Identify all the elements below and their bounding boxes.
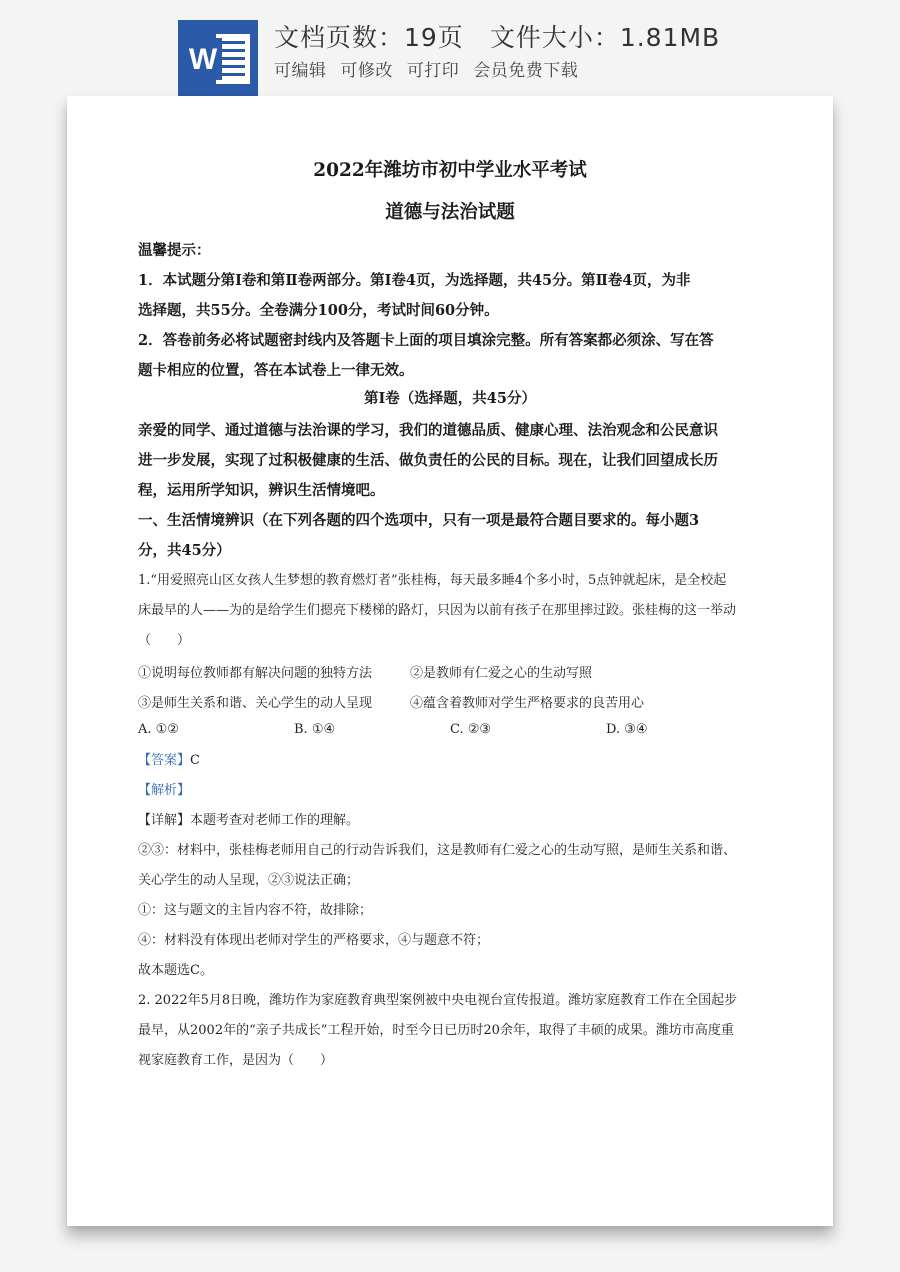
page-count-label: 文档页数：19页 xyxy=(274,23,464,52)
intro-line-3: 程，运用所学知识，辨识生活情境吧。 xyxy=(138,482,385,499)
feature-editable: 可编辑 xyxy=(274,61,327,81)
detail-line-5: ④：材料没有体现出老师对学生的严格要求，④与题意不符； xyxy=(138,933,490,948)
question-1-line-3: （ ） xyxy=(138,633,191,648)
answer-tag: 【答案】 xyxy=(138,753,191,768)
intro-line-2: 进一步发展，实现了过积极健康的生活、做负责任的公民的目标。现在，让我们回望成长历 xyxy=(138,452,718,469)
tips-heading: 温馨提示： xyxy=(138,242,211,259)
section-1-heading-line-1: 一、生活情境辨识（在下列各题的四个选项中，只有一项是最符合题目要求的。每小题3 xyxy=(138,512,700,529)
question-1-line-2: 床最早的人——为的是给学生们摁亮下楼梯的路灯，只因为以前有孩子在那里摔过跤。张桂梅的这一举动 xyxy=(138,603,737,618)
question-2-line-2: 最早，从2002年的“亲子共成长”工程开始，时至今日已历时20余年，取得了丰硕的成果。潍坊市高度重 xyxy=(138,1023,734,1038)
q1-option-c: C. ②③ xyxy=(450,722,492,737)
file-stats xyxy=(274,18,720,54)
analysis-tag: 【解析】 xyxy=(138,783,191,798)
question-2-line-1: 2. 2022年5月8日晚，潍坊作为家庭教育典型案例被中央电视台宣传报道。潍坊家庭教育工作在全国起步 xyxy=(138,993,738,1008)
q1-option-b: B. ①④ xyxy=(294,722,336,737)
detail-line-6: 故本题选C。 xyxy=(138,963,213,978)
tip-2-line-1: 2．答卷前务必将试题密封线内及答题卡上面的项目填涂完整。所有答案都必须涂、写在答 xyxy=(138,332,714,349)
feature-member-download: 会员免费下载 xyxy=(473,61,579,81)
detail-line-3: 关心学生的动人呈现，②③说法正确； xyxy=(138,873,360,888)
download-banner xyxy=(0,0,900,96)
tip-1-line-2: 选择题，共55分。全卷满分100分，考试时间60分钟。 xyxy=(138,302,499,319)
q1-statement-4: ④蕴含着教师对学生严格要求的良苦用心 xyxy=(410,696,645,711)
question-2-line-3: 视家庭教育工作，是因为（ ） xyxy=(138,1053,334,1068)
q1-statement-3: ③是师生关系和谐、关心学生的动人呈现 xyxy=(138,696,373,711)
tip-2-line-2: 题卡相应的位置，答在本试卷上一律无效。 xyxy=(138,362,414,379)
tip-1-line-1: 1．本试题分第Ⅰ卷和第Ⅱ卷两部分。第Ⅰ卷4页，为选择题，共45分。第Ⅱ卷4页，为非 xyxy=(138,272,691,289)
feature-printable: 可打印 xyxy=(406,61,460,81)
detail-line-4: ①：这与题文的主旨内容不符，故排除； xyxy=(138,903,373,918)
part-1-heading: 第Ⅰ卷（选择题，共45分） xyxy=(364,390,536,407)
q1-statement-2: ②是教师有仁爱之心的生动写照 xyxy=(410,666,593,681)
answer-line xyxy=(138,752,758,770)
question-1-line-1: 1.“用爱照亮山区女孩人生梦想的教育燃灯者”张桂梅，每天最多睡4个多小时，5点钟就起床，是全校起 xyxy=(138,573,727,588)
feature-list xyxy=(274,56,586,81)
document-page xyxy=(67,96,833,1226)
svg-text:W: W xyxy=(188,43,218,76)
word-doc-icon xyxy=(178,20,258,96)
file-size-label: 文件大小：1.81MB xyxy=(489,23,721,52)
q1-option-d: D. ③④ xyxy=(606,722,648,737)
detail-line-1: 【详解】本题考查对老师工作的理解。 xyxy=(138,813,360,828)
q1-option-a: A. ①② xyxy=(138,722,179,737)
detail-line-2: ②③：材料中，张桂梅老师用自己的行动告诉我们，这是教师有仁爱之心的生动写照，是师生关系和谐、 xyxy=(138,843,737,858)
section-1-heading-line-2: 分，共45分） xyxy=(138,542,231,559)
q1-statement-1: ①说明每位教师都有解决问题的独特方法 xyxy=(138,666,373,681)
exam-title: 2022年潍坊市初中学业水平考试 xyxy=(313,160,587,181)
intro-line-1: 亲爱的同学、通过道德与法治课的学习，我们的道德品质、健康心理、法治观念和公民意识 xyxy=(138,422,718,439)
feature-modifiable: 可修改 xyxy=(340,61,393,81)
exam-subtitle: 道德与法治试题 xyxy=(385,202,515,223)
answer-value: C xyxy=(190,753,200,768)
